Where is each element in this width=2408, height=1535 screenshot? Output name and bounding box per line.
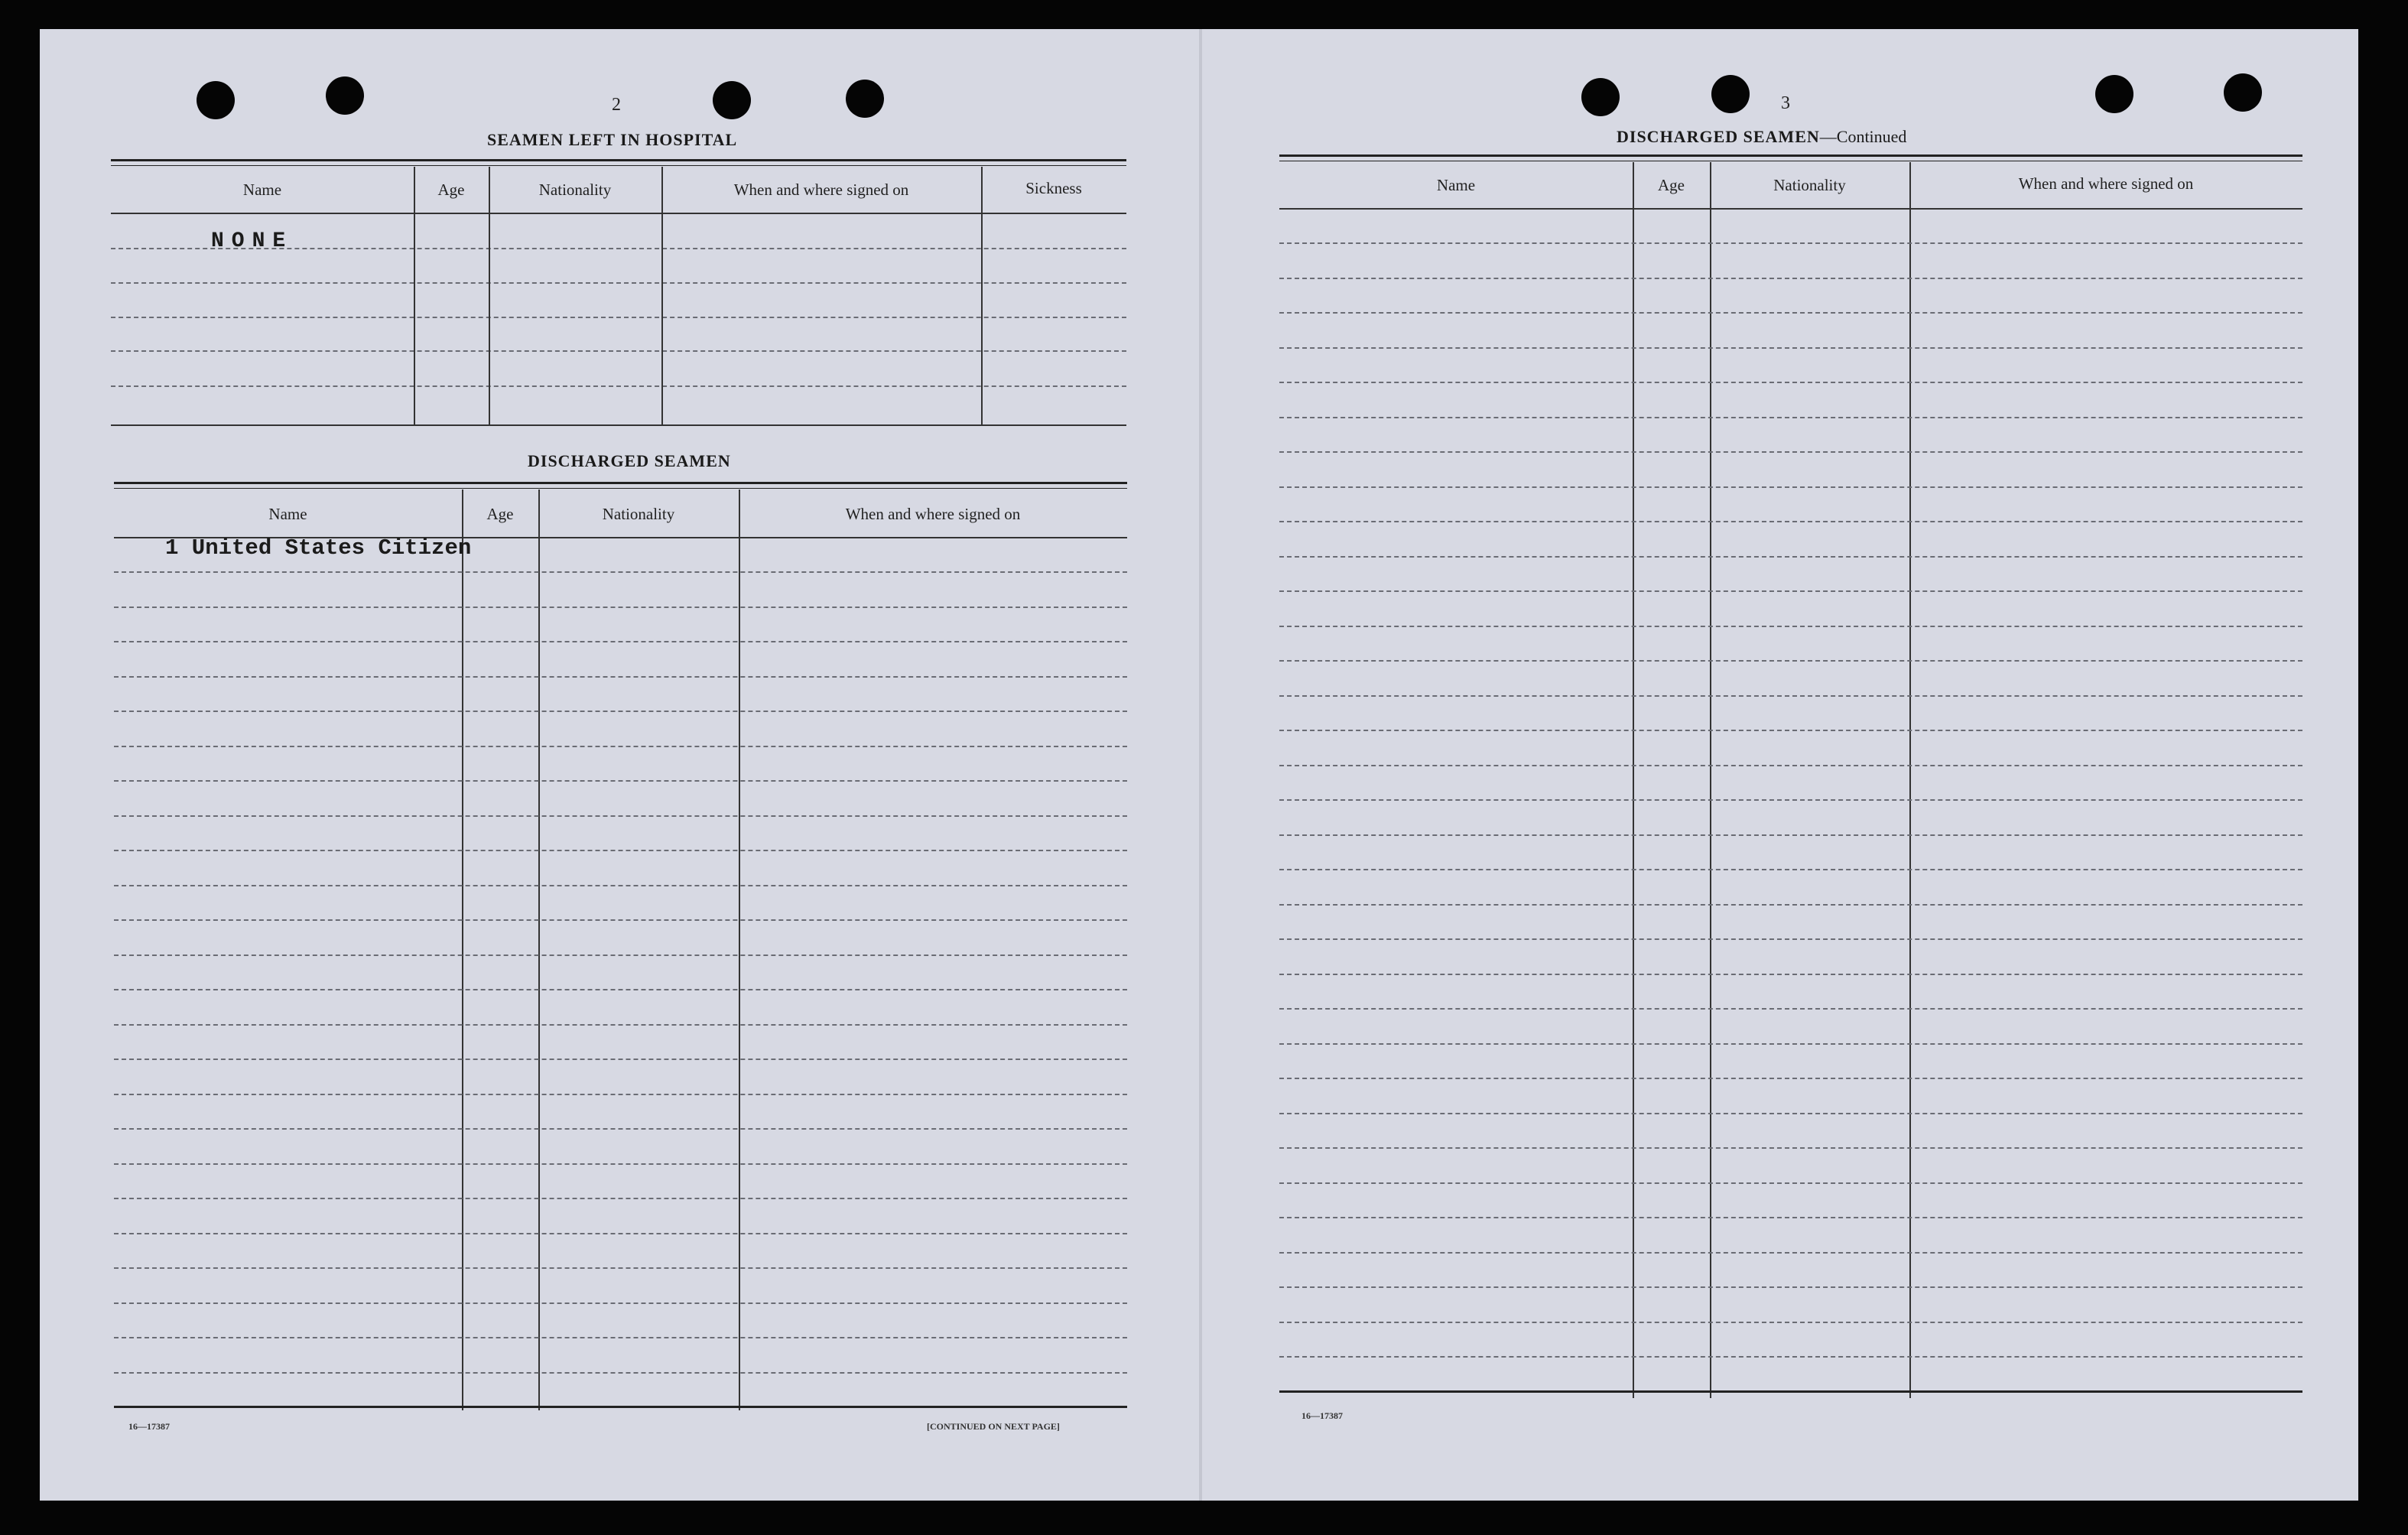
- col-header-nationality: Nationality: [1773, 176, 1846, 194]
- punch-hole: [2224, 73, 2262, 112]
- col-header-name: Name: [242, 180, 282, 199]
- discharged-table-right: [1279, 154, 2302, 1398]
- discharged-continued-title: [1617, 127, 1906, 147]
- col-header-nationality: Nationality: [538, 180, 612, 199]
- col-header-signed-on: When and where signed on: [845, 505, 1021, 523]
- col-header-age: Age: [437, 180, 465, 199]
- hospital-table: [111, 159, 1126, 431]
- page-number-left: 2: [612, 95, 621, 115]
- discharged-continued-title-main: DISCHARGED SEAMEN: [1617, 127, 1820, 146]
- form-number-right: 16—17387: [1301, 1410, 1343, 1421]
- col-header-age: Age: [1658, 176, 1685, 194]
- page-fold: [1199, 29, 1202, 1501]
- col-header-signed-on: When and where signed on: [2018, 174, 2194, 193]
- col-header-signed-on: When and where signed on: [733, 180, 909, 199]
- col-header-name: Name: [268, 505, 307, 523]
- punch-hole: [326, 76, 364, 115]
- hospital-entry-none: NONE: [211, 229, 294, 253]
- hospital-section-title: SEAMEN LEFT IN HOSPITAL: [487, 130, 738, 149]
- discharged-table-left: [114, 482, 1127, 1410]
- col-header-age: Age: [486, 505, 514, 523]
- discharged-continued-title-suffix: —Continued: [1819, 127, 1907, 146]
- col-header-nationality: Nationality: [602, 505, 675, 523]
- punch-hole: [1581, 78, 1620, 116]
- continued-note: [CONTINUED ON NEXT PAGE]: [927, 1421, 1060, 1432]
- punch-hole: [1711, 75, 1750, 113]
- col-header-name: Name: [1436, 176, 1476, 194]
- discharged-entry: 1 United States Citizen: [165, 535, 472, 561]
- discharged-section-title: DISCHARGED SEAMEN: [528, 451, 731, 470]
- punch-hole: [2095, 75, 2133, 113]
- form-number-left: 16—17387: [128, 1421, 170, 1432]
- punch-hole: [197, 81, 235, 119]
- page-number-right: 3: [1781, 93, 1790, 113]
- punch-hole: [846, 80, 884, 118]
- col-header-sickness: Sickness: [1025, 179, 1082, 197]
- punch-hole: [713, 81, 751, 119]
